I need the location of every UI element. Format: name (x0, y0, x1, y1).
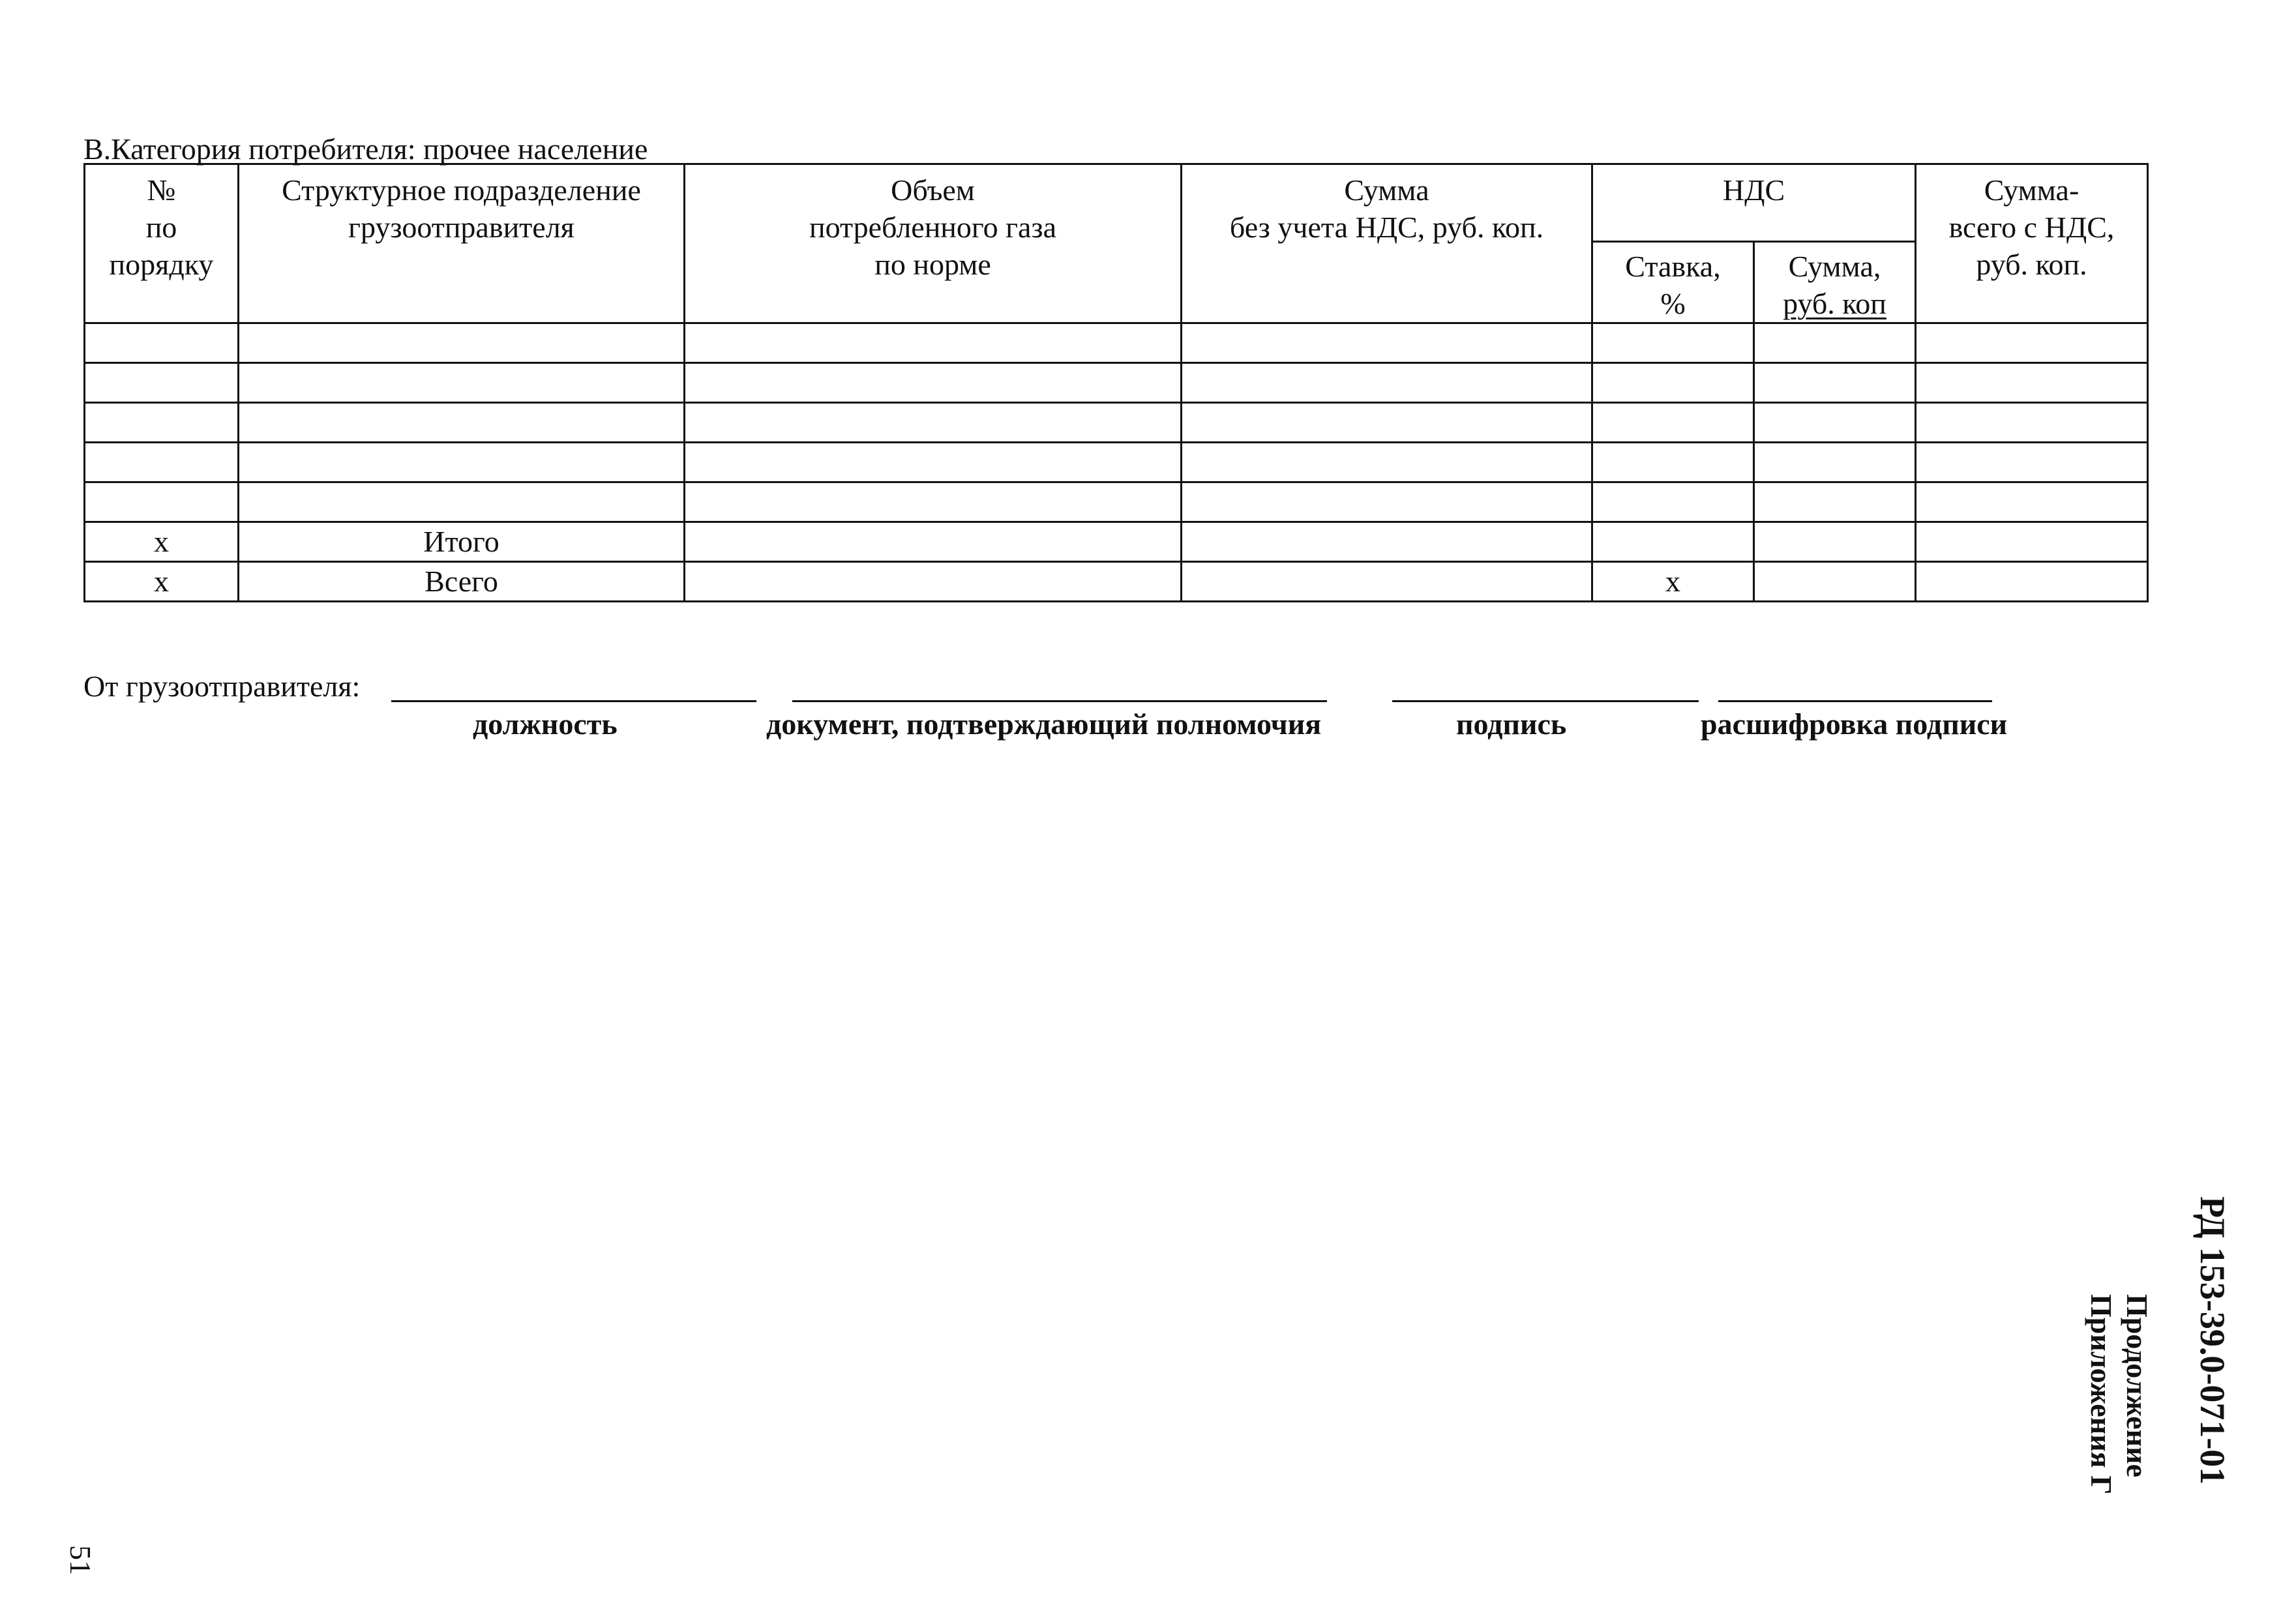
document-code (2193, 1196, 2232, 1542)
total-num-cell: х (85, 562, 239, 602)
total-label-cell: Всего (239, 562, 685, 602)
appendix-text: Приложения Г (2085, 1294, 2118, 1495)
header-sum-without-vat: Сумма без учета НДС, руб. коп. (1182, 164, 1592, 323)
table-row (85, 443, 2148, 482)
header-row-1 (85, 164, 2148, 242)
header-vat-sum-line1: Сумма, (1788, 250, 1881, 283)
page-number-text: 51 (64, 1545, 97, 1575)
caption-prefix: В.Категория (83, 132, 241, 166)
caption-authority: документ, подтверждающий полномочия (766, 707, 1322, 741)
decoding-line (1718, 700, 1992, 702)
document-code-text: РД 153-39.0-071-01 (2193, 1196, 2232, 1485)
page-number (64, 1545, 97, 1591)
header-sum-total: Сумма- всего с НДС, руб. коп. (1916, 164, 2148, 323)
consumer-table (83, 163, 2149, 602)
caption-position: должность (473, 707, 618, 741)
header-vat: НДС (1592, 164, 1916, 242)
total-row-itogo (85, 522, 2148, 562)
continuation-text: Продолжение (2121, 1294, 2154, 1478)
total-label-cell: Итого (239, 522, 685, 562)
signature-line (1392, 700, 1699, 702)
total-num-cell: х (85, 522, 239, 562)
appendix-note (2083, 1294, 2155, 1542)
caption-signature: подпись (1456, 707, 1567, 741)
header-num: № по порядку (85, 164, 239, 323)
header-division: Структурное подразделение грузоотправителя (239, 164, 685, 323)
position-line (391, 700, 756, 702)
table-row (85, 363, 2148, 403)
header-vat-rate: Ставка, % (1592, 242, 1754, 323)
authority-line (792, 700, 1327, 702)
signature-label: От грузоотправителя: (83, 670, 361, 703)
caption-underlined-text: потребителя: прочее население (241, 132, 648, 166)
header-volume: Объем потребленного газа по норме (685, 164, 1182, 323)
table-row (85, 323, 2148, 363)
table-row (85, 482, 2148, 522)
total-vat-rate-cell: х (1592, 562, 1754, 602)
header-vat-sum-line2: руб. коп (1783, 287, 1886, 320)
table-row (85, 403, 2148, 443)
caption-decoding: расшифровка подписи (1701, 707, 2008, 741)
header-vat-sum (1754, 242, 1916, 323)
total-row-vsego (85, 562, 2148, 602)
